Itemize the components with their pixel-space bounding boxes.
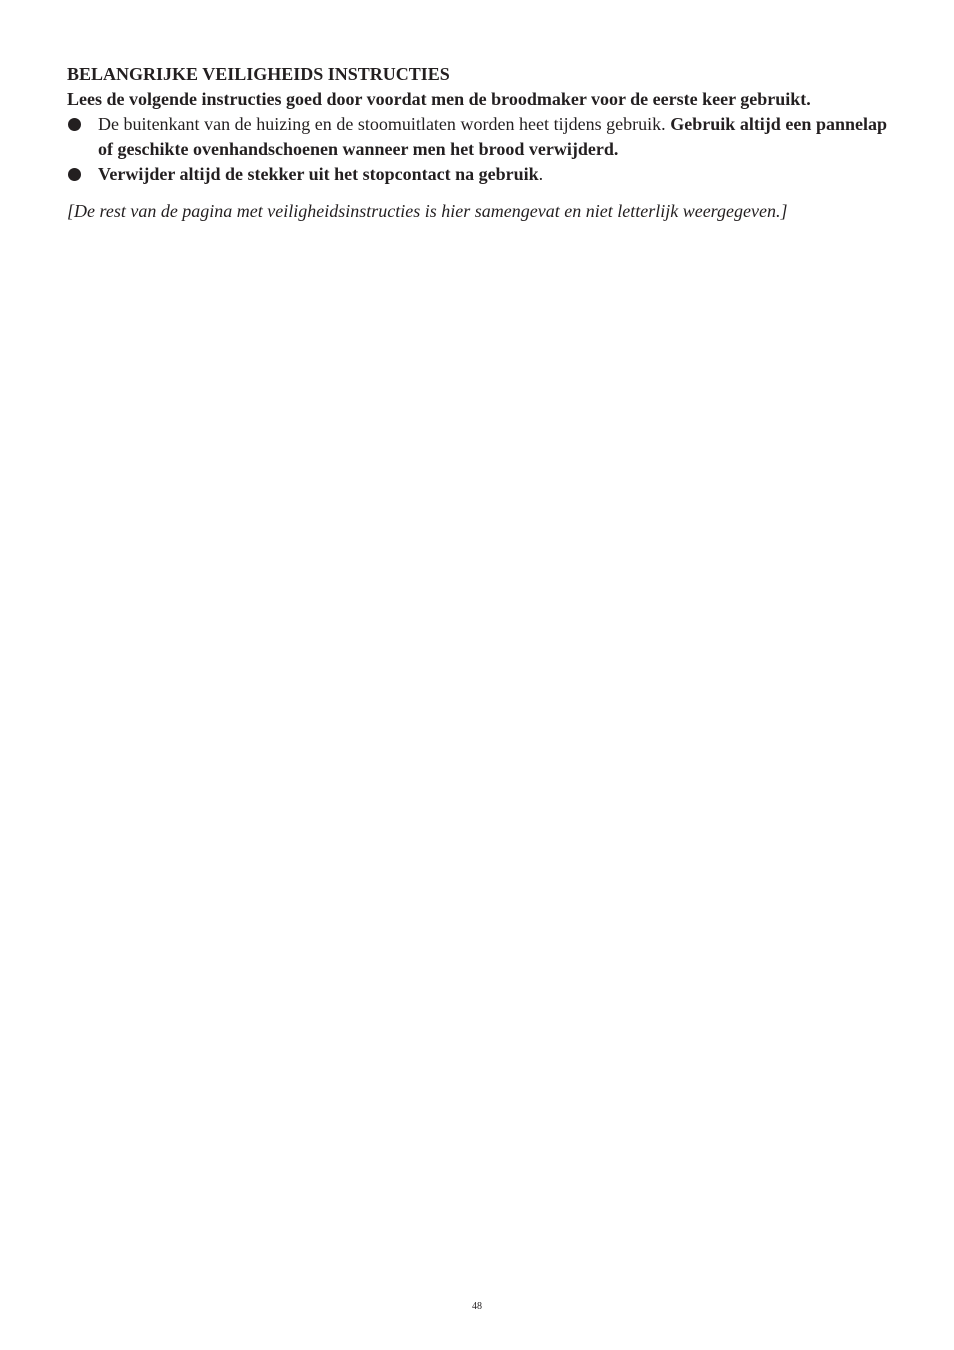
page-number: 48 bbox=[472, 1301, 482, 1312]
section-heading: BELANGRIJKE VEILIGHEIDS INSTRUCTIES bbox=[67, 64, 450, 84]
document-page bbox=[67, 62, 887, 224]
intro-text: Lees de volgende instructies goed door voordat men de broodmaker voor de eerste keer gebruikt. bbox=[67, 89, 811, 109]
list-item-emphasis: Verwijder altijd de stekker uit het stopcontact na gebruik bbox=[98, 164, 539, 184]
bullet-icon bbox=[68, 168, 81, 181]
list-item-text-end: . bbox=[538, 164, 544, 184]
bullet-icon bbox=[68, 118, 81, 131]
list-item-emphasis: Gebruik altijd een pannelap of geschikte ovenhandschoenen wanneer men het brood verwijderd. bbox=[98, 114, 887, 159]
list-item bbox=[67, 162, 887, 187]
list-item-text: De buitenkant van de huizing en de stoomuitlaten worden heet tijdens gebruik. bbox=[98, 114, 666, 134]
list-item bbox=[67, 112, 887, 162]
instruction-list bbox=[67, 112, 887, 187]
summary-note: [De rest van de pagina met veiligheidsinstructies is hier samengevat en niet letterlijk weergegeven.] bbox=[67, 201, 788, 221]
